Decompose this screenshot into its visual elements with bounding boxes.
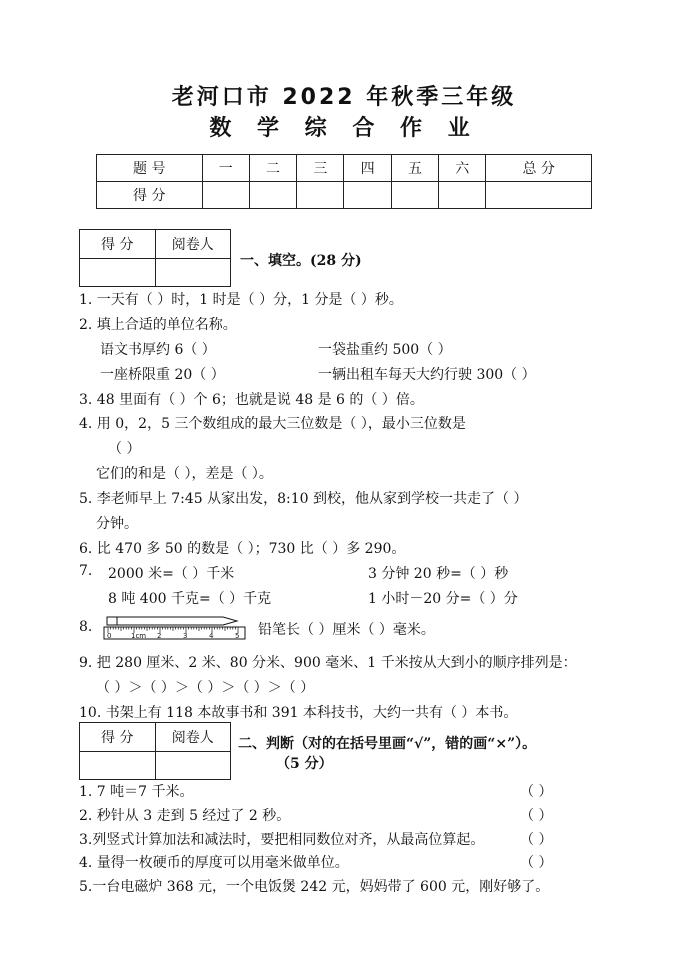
ruler-label: 2 xyxy=(157,632,162,640)
score-blank-cell[interactable] xyxy=(391,182,438,209)
grader-reviewer-label: 阅卷人 xyxy=(155,723,231,752)
question-line: 10. 书架上有 118 本故事书和 391 本科技书，大约一共有（ ）本书。 xyxy=(79,705,518,721)
question-line: 2. 填上合适的单位名称。 xyxy=(79,317,237,333)
ruler-label: 5 xyxy=(235,632,240,640)
question-line: 4. 用 0，2，5 三个数组成的最大三位数是（ ），最小三位数是 xyxy=(79,416,466,432)
ruler-label: 3 xyxy=(183,632,188,640)
grader-reviewer-blank[interactable] xyxy=(155,751,231,780)
section1-heading: 一、填空。(28 分) xyxy=(240,253,362,269)
judgement-item: 4. 量得一枚硬币的厚度可以用毫米做单位。 xyxy=(79,855,349,871)
score-blank-cell[interactable] xyxy=(202,182,249,209)
judgement-item: 5.一台电磁炉 368 元，一个电饭煲 242 元，妈妈带了 600 元，刚好够了。 xyxy=(79,879,550,895)
score-blank-cell[interactable] xyxy=(297,182,344,209)
question-line: （ ）＞（ ）＞（ ）＞（ ）＞（ ） xyxy=(96,680,315,696)
score-table-cell: 五 xyxy=(391,155,438,182)
question-line: 它们的和是（ ），差是（ ）。 xyxy=(96,466,273,482)
document-title: 老河口市 2022 年秋季三年级 xyxy=(171,85,517,110)
section2-points: （5 分） xyxy=(276,756,333,772)
question-line: 语文书厚约 6（ ） xyxy=(100,342,216,358)
score-table-cell: 题 号 xyxy=(97,155,203,182)
score-blank-cell[interactable] xyxy=(249,182,296,209)
grader-box-section1 xyxy=(79,229,231,287)
question-line: 5. 李老师早上 7:45 从家出发，8:10 到校，他从家到学校一共走了（ ） xyxy=(79,491,528,507)
grader-reviewer-label: 阅卷人 xyxy=(155,230,231,259)
score-table-cell: 一 xyxy=(202,155,249,182)
score-table-cell: 二 xyxy=(249,155,296,182)
ruler-label: 1cm xyxy=(131,632,147,640)
question-line: 铅笔长（ ）厘米（ ）毫米。 xyxy=(258,622,435,638)
score-table-cell: 得 分 xyxy=(97,182,203,209)
question-line: （ ） xyxy=(108,441,141,457)
ruler-body xyxy=(104,627,245,639)
question-line: 1 小时－20 分=（ ）分 xyxy=(368,591,518,607)
judgement-answer-blank[interactable]: （ ） xyxy=(520,808,553,824)
question-line: 一座桥限重 20（ ） xyxy=(100,367,225,383)
judgement-item: 2. 秒针从 3 走到 5 经过了 2 秒。 xyxy=(79,808,291,824)
question-line: 8. xyxy=(79,619,93,635)
score-table-cell: 四 xyxy=(344,155,391,182)
grader-box-section2 xyxy=(79,722,231,780)
question-line: 6. 比 470 多 50 的数是（ ）；730 比（ ）多 290。 xyxy=(79,541,406,557)
pencil-ruler-figure xyxy=(103,614,246,640)
score-table xyxy=(96,154,592,209)
score-table-cell: 三 xyxy=(297,155,344,182)
question-line: 分钟。 xyxy=(96,516,138,532)
pencil-shape xyxy=(107,617,237,625)
grader-score-blank[interactable] xyxy=(80,751,156,780)
ruler-label: 4 xyxy=(209,632,214,640)
question-line: 3. 48 里面有（ ）个 6；也就是说 48 是 6 的（ ）倍。 xyxy=(79,392,424,408)
grader-score-blank[interactable] xyxy=(80,258,156,287)
score-blank-cell[interactable] xyxy=(486,182,592,209)
ruler-label: 0 xyxy=(107,632,112,640)
score-table-cell: 六 xyxy=(439,155,486,182)
grader-reviewer-blank[interactable] xyxy=(155,258,231,287)
question-line: 一辆出租车每天大约行驶 300（ ） xyxy=(318,367,536,383)
question-line: 7. xyxy=(79,563,93,579)
section2-heading: 二、判断（对的在括号里画“√”，错的画“×”）。 xyxy=(238,736,537,752)
score-blank-cell[interactable] xyxy=(344,182,391,209)
question-line: 2000 米=（ ）千米 xyxy=(108,566,235,582)
question-line: 1. 一天有（ ）时，1 时是（ ）分，1 分是（ ）秒。 xyxy=(79,292,403,308)
question-line: 一袋盐重约 500（ ） xyxy=(318,342,452,358)
judgement-answer-blank[interactable]: （ ） xyxy=(520,784,553,800)
question-line: 3 分钟 20 秒=（ ）秒 xyxy=(368,566,509,582)
score-table-score-row xyxy=(97,182,592,209)
judgement-answer-blank[interactable]: （ ） xyxy=(520,855,553,871)
question-line: 9. 把 280 厘米、2 米、80 分米、900 毫米、1 千米按从大到小的顺序排列是： xyxy=(79,655,577,671)
score-blank-cell[interactable] xyxy=(439,182,486,209)
judgement-item: 3.列竖式计算加法和减法时，要把相同数位对齐，从最高位算起。 xyxy=(79,832,485,848)
score-table-cell: 总 分 xyxy=(486,155,592,182)
question-line: 8 吨 400 千克=（ ）千克 xyxy=(108,591,272,607)
grader-score-label: 得 分 xyxy=(80,230,156,259)
score-table-header-row xyxy=(97,155,592,182)
document-subtitle: 数 学 综 合 作 业 xyxy=(209,116,479,141)
judgement-answer-blank[interactable]: （ ） xyxy=(520,832,553,848)
grader-score-label: 得 分 xyxy=(80,723,156,752)
judgement-item: 1. 7 吨＝7 千米。 xyxy=(79,784,194,800)
